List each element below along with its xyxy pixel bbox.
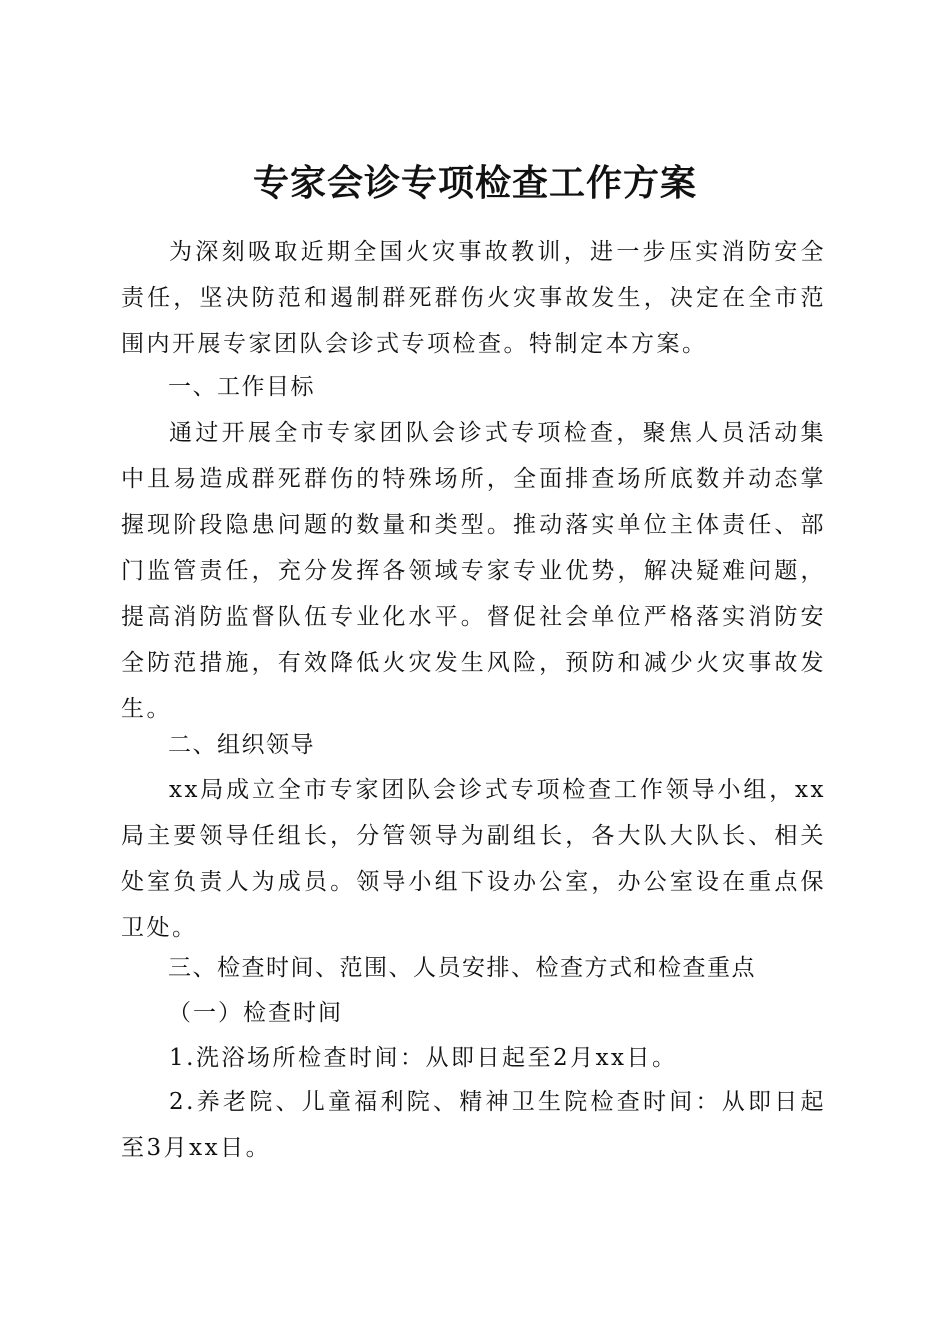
section-heading-leadership: 二、组织领导: [168, 732, 315, 758]
leadership-paragraph: xx局成立全市专家团队会诊式专项检查工作领导小组，xx局主要领导任组长，分管领导为副组长，各大队大队长、相关处室负责人为成员。领导小组下设办公室，办公室设在重点保卫处。: [121, 777, 826, 941]
list-item: 2.养老院、儿童福利院、精神卫生院检查时间：从即日起至3月xx日。: [121, 1089, 826, 1161]
goals-paragraph: 通过开展全市专家团队会诊式专项检查，聚焦人员活动集中且易造成群死群伤的特殊场所，全面排查场所底数并动态掌握现阶段隐患问题的数量和类型。推动落实单位主体责任、部门监管责任，充分发挥各领域专家专业优势，解决疑难问题，提高消防监督队伍专业化水平。督促社会单位严格落实消防安全防范措施，有效降低火灾发生风险，预防和减少火灾事故发生。: [121, 420, 826, 722]
list-item: 1.洗浴场所检查时间：从即日起至2月xx日。: [169, 1045, 678, 1071]
document-title: 专家会诊专项检查工作方案: [252, 162, 697, 205]
section-heading-goals: 一、工作目标: [168, 374, 315, 400]
section-heading-inspection: 三、检查时间、范围、人员安排、检查方式和检查重点: [168, 955, 756, 981]
subsection-heading-time: （一）检查时间: [168, 1000, 343, 1026]
intro-paragraph: 为深刻吸取近期全国火灾事故教训，进一步压实消防安全责任，坚决防范和遏制群死群伤火灾事故发生，决定在全市范围内开展专家团队会诊式专项检查。特制定本方案。: [121, 239, 826, 357]
